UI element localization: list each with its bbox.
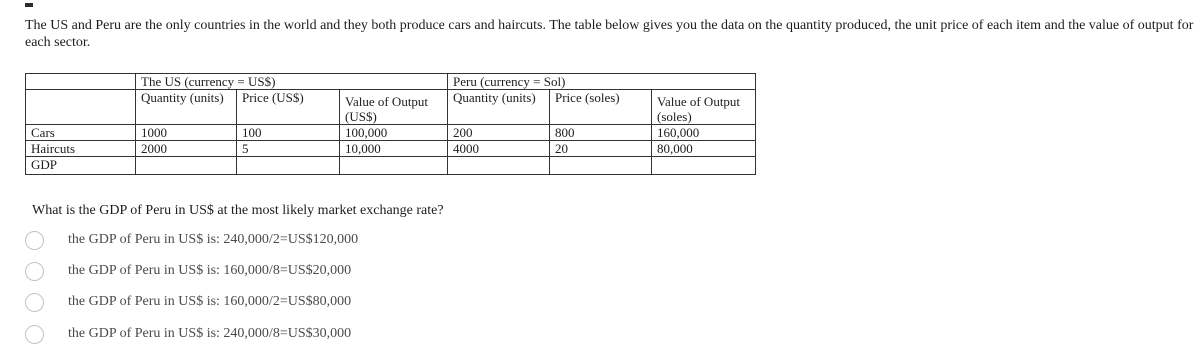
table-empty-header-cell	[26, 90, 136, 125]
option-label[interactable]: the GDP of Peru in US$ is: 240,000/8=US$30,000	[68, 326, 352, 341]
table-cell: 1000	[136, 125, 237, 141]
peru-quantity-header: Quantity (units)	[448, 90, 550, 125]
table-cell: 4000	[448, 141, 550, 157]
answer-option[interactable]	[25, 259, 351, 283]
table-cell	[237, 157, 340, 175]
table-cell	[136, 157, 237, 175]
row-label: Cars	[26, 125, 136, 141]
answer-option[interactable]	[25, 322, 351, 346]
table-cell: 800	[550, 125, 652, 141]
table-cell: 5	[237, 141, 340, 157]
table-cell: 80,000	[652, 141, 756, 157]
top-bar-mark	[25, 3, 33, 7]
table-cell	[340, 157, 448, 175]
radio-button[interactable]	[25, 231, 44, 250]
question-text: What is the GDP of Peru in US$ at the most likely market exchange rate?	[32, 203, 444, 218]
table-row	[26, 157, 756, 175]
option-label[interactable]: the GDP of Peru in US$ is: 160,000/8=US$20,000	[68, 263, 352, 278]
table-cell: 100	[237, 125, 340, 141]
us-price-header: Price (US$)	[237, 90, 340, 125]
peru-value-header: Value of Output (soles)	[652, 90, 756, 125]
radio-button[interactable]	[25, 262, 44, 281]
table-cell: 2000	[136, 141, 237, 157]
us-group-header: The US (currency = US$)	[136, 74, 448, 90]
table-cell: 10,000	[340, 141, 448, 157]
production-table	[25, 73, 756, 175]
table-cell	[448, 157, 550, 175]
table-row	[26, 141, 756, 157]
answer-option[interactable]	[25, 290, 351, 314]
table-cell: 200	[448, 125, 550, 141]
us-value-header: Value of Output (US$)	[340, 90, 448, 125]
peru-group-header: Peru (currency = Sol)	[448, 74, 756, 90]
table-row	[26, 125, 756, 141]
us-quantity-header: Quantity (units)	[136, 90, 237, 125]
intro-text: The US and Peru are the only countries in the world and they both produce cars and haircuts. The table below gives you the data on the quantity produced, the unit price of each item and the value of output for each sector.	[25, 18, 1194, 50]
row-label: Haircuts	[26, 141, 136, 157]
radio-button[interactable]	[25, 325, 44, 344]
table-group-header-row	[26, 74, 756, 90]
radio-button[interactable]	[25, 293, 44, 312]
table-cell	[550, 157, 652, 175]
answer-option[interactable]	[25, 228, 358, 252]
peru-price-header: Price (soles)	[550, 90, 652, 125]
table-column-header-row	[26, 90, 756, 125]
option-label[interactable]: the GDP of Peru in US$ is: 240,000/2=US$120,000	[68, 232, 359, 247]
row-label: GDP	[26, 157, 136, 175]
table-cell: 20	[550, 141, 652, 157]
table-corner-cell	[26, 74, 136, 90]
table-cell: 160,000	[652, 125, 756, 141]
table-cell	[652, 157, 756, 175]
option-label[interactable]: the GDP of Peru in US$ is: 160,000/2=US$80,000	[68, 294, 352, 309]
table-cell: 100,000	[340, 125, 448, 141]
